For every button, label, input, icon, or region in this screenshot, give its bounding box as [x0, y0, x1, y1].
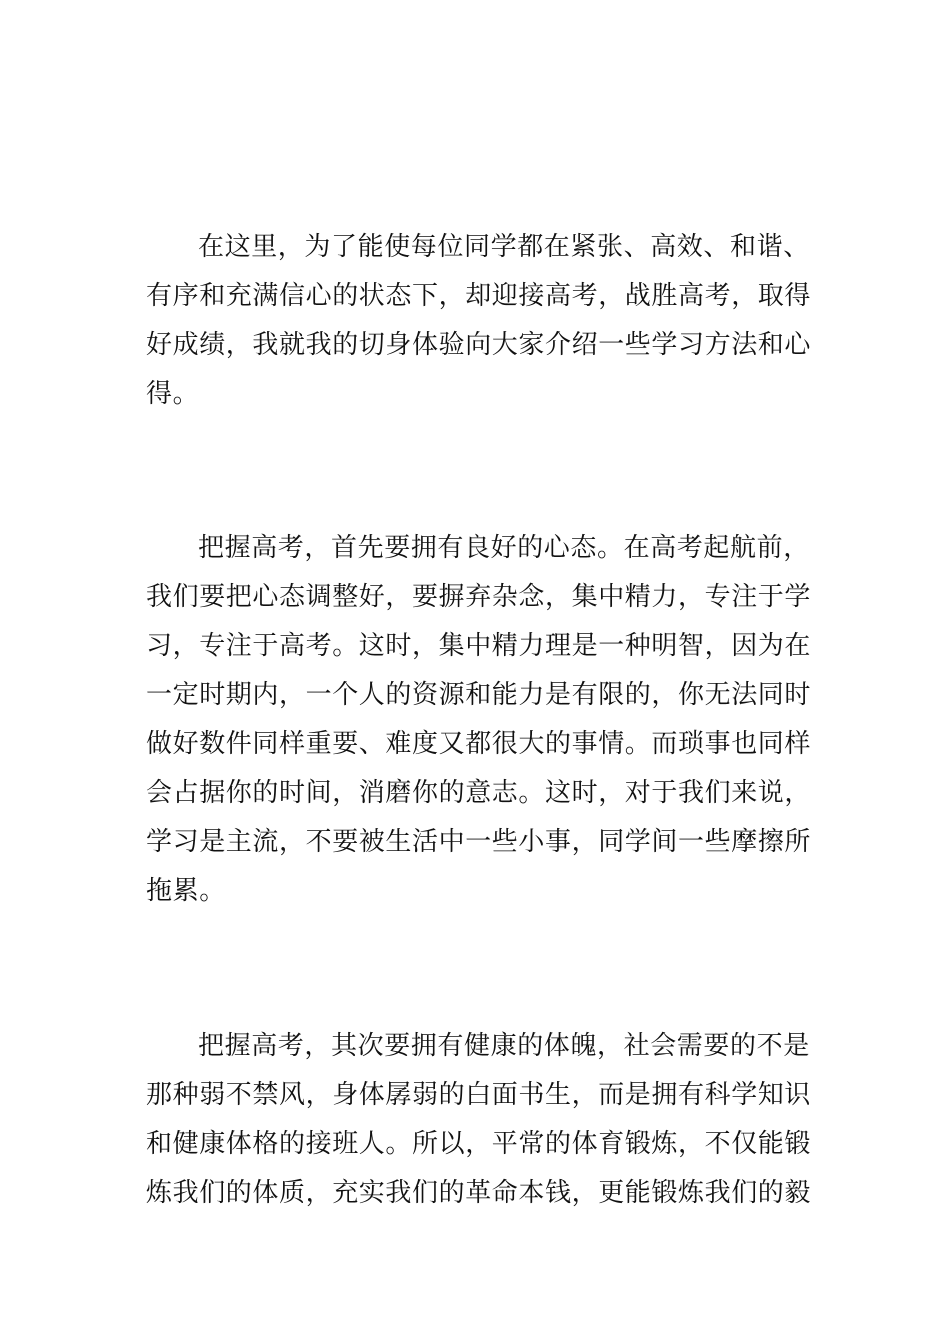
paragraph-mindset: [146, 524, 812, 916]
paragraph-line: 把握高考，其次要拥有健康的体魄，社会需要的不是: [198, 1031, 810, 1061]
paragraph-line: 习，专注于高考。这时，集中精力理是一种明智，因为在: [146, 631, 812, 661]
paragraph-line: 好成绩，我就我的切身体验向大家介绍一些学习方法和心: [146, 330, 812, 360]
paragraph-line: 我们要把心态调整好，要摒弃杂念，集中精力，专注于学: [146, 582, 812, 612]
paragraph-health: [146, 1022, 812, 1218]
paragraph-line: 会占据你的时间，消磨你的意志。这时，对于我们来说，: [146, 778, 812, 808]
paragraph-line: 有序和充满信心的状态下，却迎接高考，战胜高考，取得: [146, 281, 812, 311]
paragraph-line: 那种弱不禁风，身体孱弱的白面书生，而是拥有科学知识: [146, 1080, 812, 1110]
paragraph-line: 炼我们的体质，充实我们的革命本钱，更能锻炼我们的毅: [146, 1178, 812, 1208]
paragraph-line: 和健康体格的接班人。所以，平常的体育锻炼，不仅能锻: [146, 1129, 812, 1159]
paragraph-line: 拖累。: [146, 876, 226, 906]
paragraph-line: 一定时期内，一个人的资源和能力是有限的，你无法同时: [146, 680, 812, 710]
paragraph-intro: [146, 223, 812, 419]
paragraph-line: 在这里，为了能使每位同学都在紧张、高效、和谐、: [198, 232, 810, 262]
paragraph-line: 做好数件同样重要、难度又都很大的事情。而琐事也同样: [146, 729, 812, 759]
paragraph-line: 把握高考，首先要拥有良好的心态。在高考起航前，: [198, 533, 810, 563]
paragraph-line: 学习是主流，不要被生活中一些小事，同学间一些摩擦所: [146, 827, 812, 857]
paragraph-line: 得。: [146, 379, 200, 409]
